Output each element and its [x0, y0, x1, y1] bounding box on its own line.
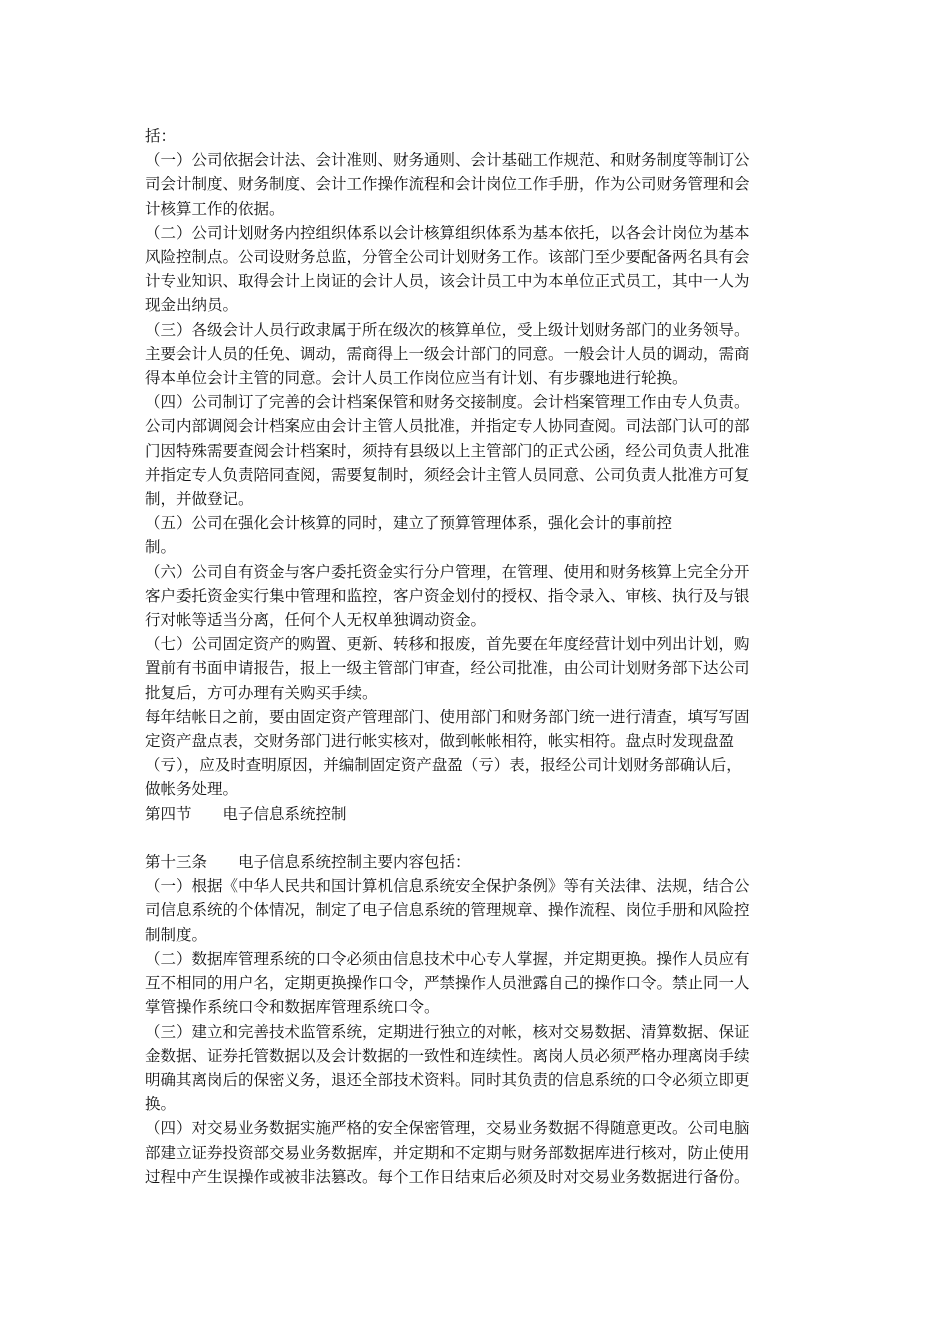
blank-line: [145, 826, 807, 850]
text-line: 客户委托资金实行集中管理和监控，客户资金划付的授权、指令录入、审核、执行及与银: [145, 586, 750, 605]
text-line: （三）各级会计人员行政隶属于所在级次的核算单位，受上级计划财务部门的业务领导。: [145, 320, 750, 339]
text-line: 制。: [145, 538, 177, 557]
text-line: 风险控制点。公司设财务总监，分管全公司计划财务工作。该部门至少要配备两名具有会: [145, 248, 750, 267]
text-line: （五）公司在强化会计核算的同时，建立了预算管理体系，强化会计的事前控: [145, 514, 673, 533]
text-line: （二）公司计划财务内控组织体系以会计核算组织体系为基本依托，以各会计岗位为基本: [145, 223, 750, 242]
text-line: （二）数据库管理系统的口令必须由信息技术中心专人掌握，并定期更换。操作人员应有: [145, 949, 750, 968]
text-line: 门因特殊需要查阅会计档案时，须持有县级以上主管部门的正式公函，经公司负责人批准: [145, 441, 750, 460]
text-line: 制制度。: [145, 925, 208, 944]
text-line: 部建立证券投资部交易业务数据库，并定期和不定期与财务部数据库进行核对，防止使用: [145, 1143, 750, 1162]
text-line: 主要会计人员的任免、调动，需商得上一级会计部门的同意。一般会计人员的调动，需商: [145, 344, 750, 363]
text-line: 现金出纳员。: [145, 296, 239, 315]
text-line: 计专业知识、取得会计上岗证的会计人员，该会计员工中为本单位正式员工，其中一人为: [145, 272, 750, 291]
text-line: 司会计制度、财务制度、会计工作操作流程和会计岗位工作手册，作为公司财务管理和会: [145, 175, 750, 194]
document-body: [145, 124, 807, 1189]
text-line: 做帐务处理。: [145, 780, 239, 799]
text-line: 定资产盘点表，交财务部门进行帐实核对，做到帐帐相符，帐实相符。盘点时发现盘盈: [145, 732, 735, 751]
text-line: （一）根据《中华人民共和国计算机信息系统安全保护条例》等有关法律、法规，结合公: [145, 877, 750, 896]
text-line: 公司内部调阅会计档案应由会计主管人员批准，并指定专人协同查阅。司法部门认可的部: [145, 417, 750, 436]
text-line: 掌管操作系统口令和数据库管理系统口令。: [145, 998, 440, 1017]
text-line: （三）建立和完善技术监管系统，定期进行独立的对帐，核对交易数据、清算数据、保证: [145, 1022, 750, 1041]
text-line: 计核算工作的依据。: [145, 199, 285, 218]
article-heading: 第十三条 电子信息系统控制主要内容包括：: [145, 853, 471, 872]
text-line: 行对帐等适当分离，任何个人无权单独调动资金。: [145, 611, 487, 630]
text-line: （七）公司固定资产的购置、更新、转移和报废，首先要在年度经营计划中列出计划，购: [145, 635, 750, 654]
text-line: 每年结帐日之前，要由固定资产管理部门、使用部门和财务部门统一进行清查，填写写固: [145, 707, 750, 726]
text-line: 换。: [145, 1095, 177, 1114]
text-line: 金数据、证券托管数据以及会计数据的一致性和连续性。离岗人员必须严格办理离岗手续: [145, 1046, 750, 1065]
text-line: 制，并做登记。: [145, 490, 254, 509]
text-line: 括：: [145, 127, 177, 145]
text-line: 过程中产生误操作或被非法篡改。每个工作日结束后必须及时对交易业务数据进行备份。: [145, 1167, 750, 1186]
text-line: 并指定专人负责陪同查阅，需要复制时，须经会计主管人员同意、公司负责人批准方可复: [145, 465, 750, 484]
text-line: 置前有书面申请报告，报上一级主管部门审查，经公司批准，由公司计划财务部下达公司: [145, 659, 750, 678]
text-line: 司信息系统的个体情况，制定了电子信息系统的管理规章、操作流程、岗位手册和风险控: [145, 901, 750, 920]
text-line: （六）公司自有资金与客户委托资金实行分户管理，在管理、使用和财务核算上完全分开: [145, 562, 750, 581]
text-line: （一）公司依据会计法、会计准则、财务通则、会计基础工作规范、和财务制度等制订公: [145, 151, 750, 170]
section-heading: 第四节 电子信息系统控制: [145, 804, 347, 823]
text-line: 明确其离岗后的保密义务，退还全部技术资料。同时其负责的信息系统的口令必须立即更: [145, 1070, 750, 1089]
text-line: （四）公司制订了完善的会计档案保管和财务交接制度。会计档案管理工作由专人负责。: [145, 393, 750, 412]
text-line: 批复后，方可办理有关购买手续。: [145, 683, 378, 702]
text-line: 互不相同的用户名，定期更换操作口令，严禁操作人员泄露自己的操作口令。禁止同一人: [145, 974, 750, 993]
text-line: （亏），应及时查明原因，并编制固定资产盘盈（亏）表，报经公司计划财务部确认后，: [145, 756, 742, 775]
text-line: 得本单位会计主管的同意。会计人员工作岗位应当有计划、有步骤地进行轮换。: [145, 369, 688, 388]
text-line: （四）对交易业务数据实施严格的安全保密管理，交易业务数据不得随意更改。公司电脑: [145, 1119, 750, 1138]
